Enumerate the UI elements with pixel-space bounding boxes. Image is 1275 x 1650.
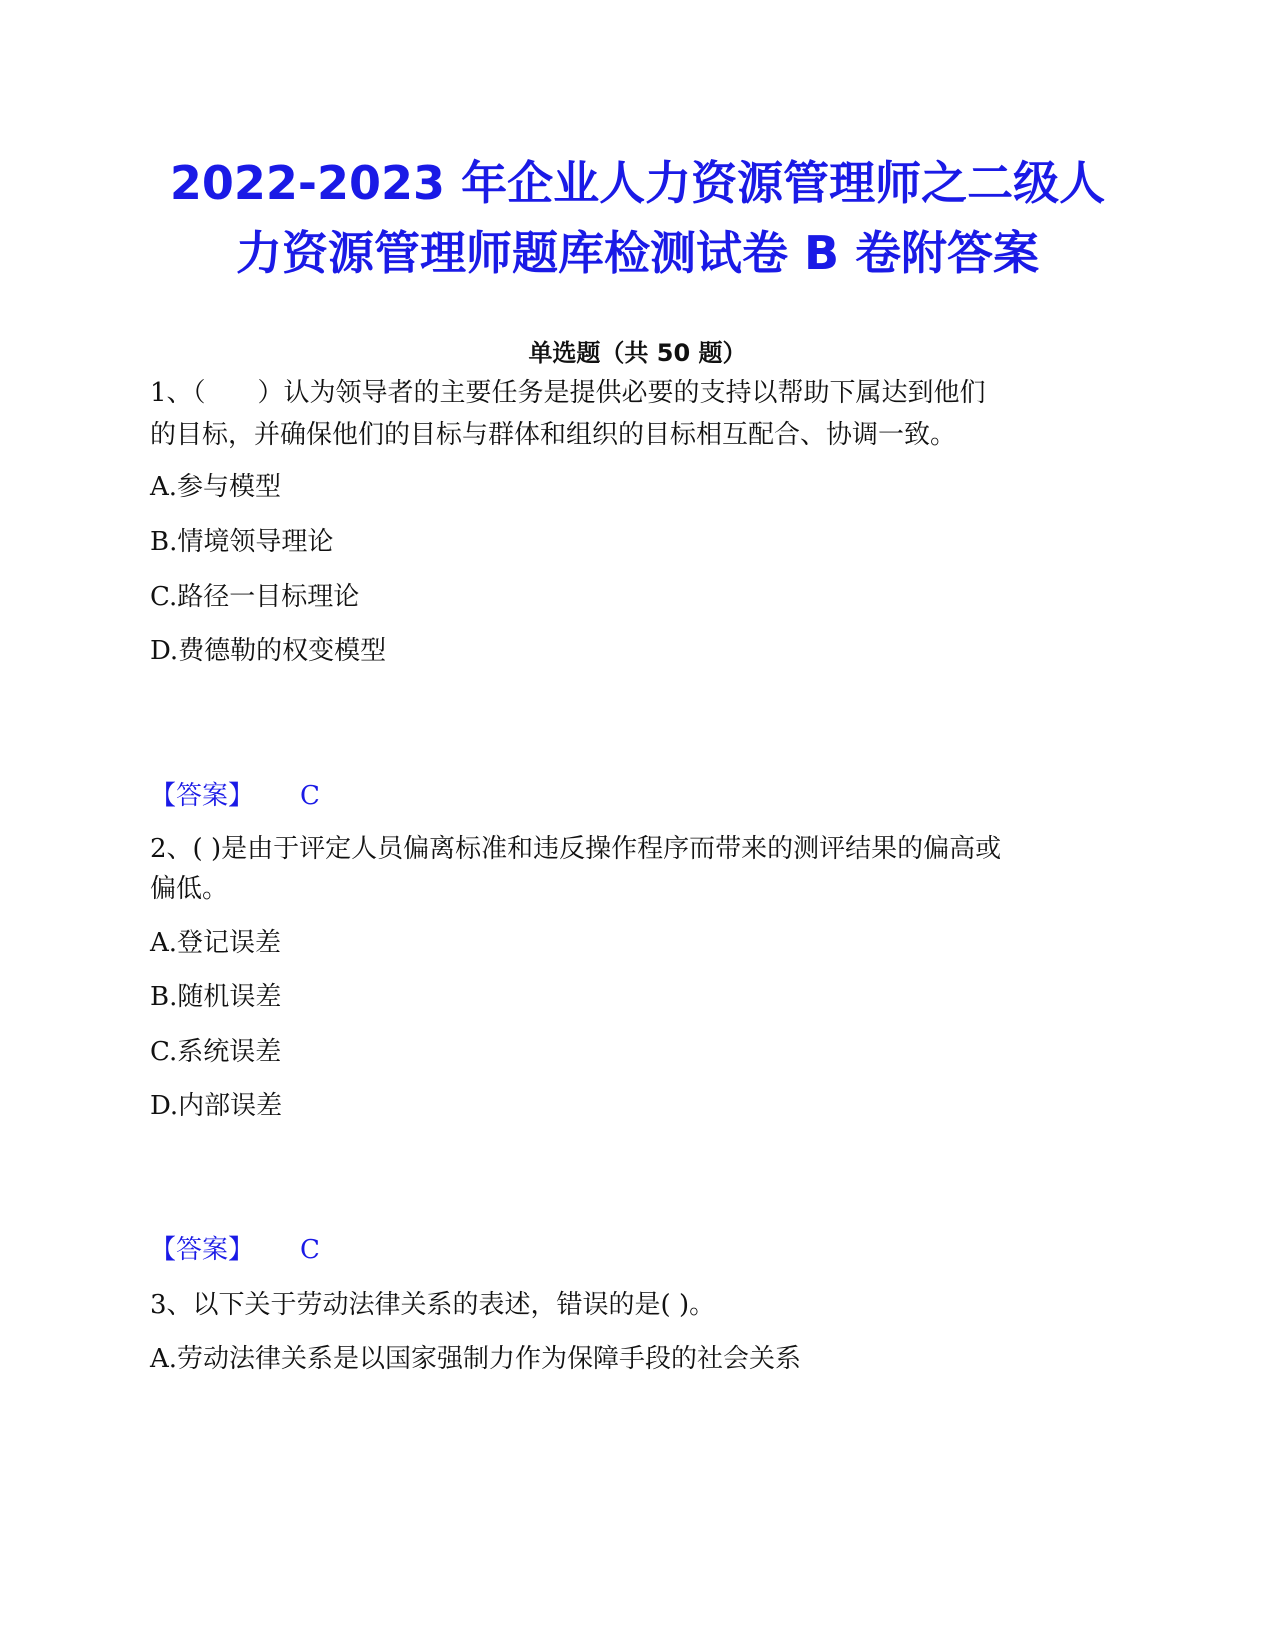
question-2-option-a: A.登记误差 [150, 928, 282, 958]
question-1-answer [150, 776, 320, 816]
question-2-stem-line-2: 偏低。 [150, 874, 229, 904]
question-1-option-d: D.费德勒的权变模型 [150, 636, 387, 666]
question-1-stem-line-2: 的目标，并确保他们的目标与群体和组织的目标相互配合、协调一致。 [150, 420, 957, 450]
section-heading: 单选题（共 50 题） [528, 339, 747, 367]
question-3-stem-line-1: 3、以下关于劳动法律关系的表述，错误的是( )。 [150, 1290, 716, 1320]
question-1-stem-line-1: 1、（ ）认为领导者的主要任务是提供必要的支持以帮助下属达到他们 [150, 378, 986, 408]
answer-value: C [300, 781, 320, 811]
answer-value: C [300, 1235, 320, 1265]
question-1-option-c: C.路径一目标理论 [150, 582, 360, 612]
question-2-stem-line-1: 2、( )是由于评定人员偏离标准和违反操作程序而带来的测评结果的偏高或 [150, 834, 1002, 864]
answer-tag: 【答案】 [150, 781, 255, 811]
title-line-2: 力资源管理师题库检测试卷 B 卷附答案 [235, 226, 1040, 280]
question-2-option-d: D.内部误差 [150, 1091, 283, 1121]
question-1-option-a: A.参与模型 [150, 472, 282, 502]
question-1-option-b: B.情境领导理论 [150, 527, 334, 557]
document-title [110, 148, 1165, 288]
question-3-option-a: A.劳动法律关系是以国家强制力作为保障手段的社会关系 [150, 1344, 802, 1374]
title-line-1: 2022-2023 年企业人力资源管理师之二级人 [169, 156, 1106, 210]
question-2-option-c: C.系统误差 [150, 1037, 282, 1067]
answer-tag: 【答案】 [150, 1235, 255, 1265]
question-2-answer [150, 1230, 320, 1270]
question-2-option-b: B.随机误差 [150, 982, 282, 1012]
